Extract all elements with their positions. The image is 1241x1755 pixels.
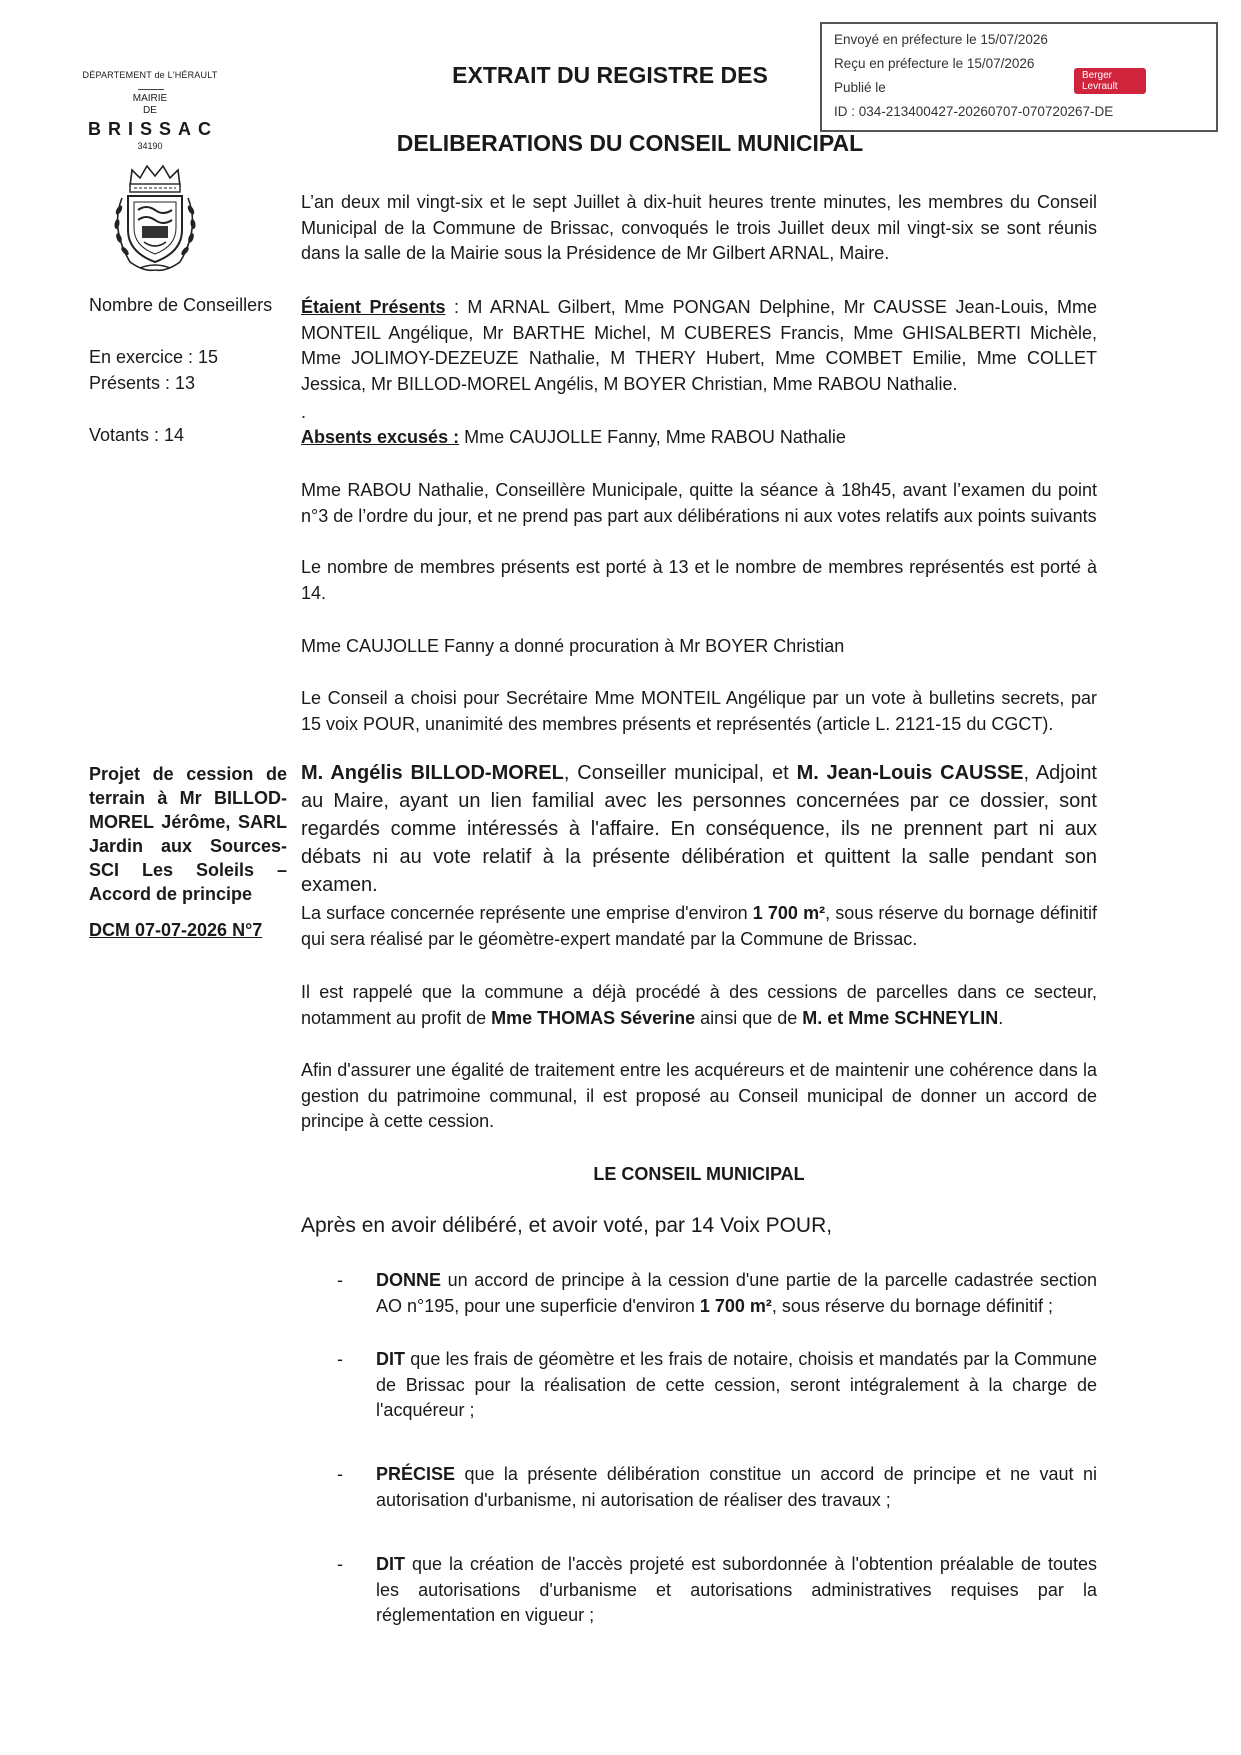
counts-paragraph: Le nombre de membres présents est porté à 13 et le nombre de membres représentés est porté à 14. (301, 557, 1097, 603)
text: . (998, 1007, 1004, 1028)
text: , Adjoint au Maire, ayant un lien familial avec les personnes concernées par ce dossier, sont regardés comme intéressés à l'affaire. En conséquence, ils ne prennent part ni aux débats ni au vote relatif à la présente délibération et quittent la salle pendant son examen. (301, 762, 1097, 896)
page-title: EXTRAIT DU REGISTRE DES (452, 62, 768, 88)
absent-names: Mme CAUJOLLE Fanny, Mme RABOU Nathalie (459, 427, 846, 447)
text: ainsi que de (695, 1007, 803, 1028)
bold-text: M. et Mme SCHNEYLIN (802, 1007, 999, 1028)
prefecture-stamp (820, 22, 1218, 132)
bold-text: PRÉCISE (376, 1464, 456, 1484)
secretary-paragraph: Le Conseil a choisi pour Secrétaire Mme MONTEIL Angélique par un vote à bulletins secrets, par 15 voix POUR, unanimité des membres présents et représentés (article L. 2121-15 du CGCT). (301, 688, 1097, 734)
text: , Conseiller municipal, et (563, 762, 797, 784)
councillors-voting: Votants : 14 (89, 425, 185, 445)
bold-text: Mme THOMAS Séverine (491, 1007, 696, 1028)
dash: - (337, 1554, 343, 1574)
councillors-in-office: En exercice : 15 (89, 347, 219, 367)
councillors-label: Nombre de Conseillers (89, 295, 273, 315)
text: un accord de principe à la cession d'une partie de la parcelle cadastrée section AO n°195, pour une superficie d'environ (376, 1270, 1097, 1316)
stamp-published: Publié le (834, 80, 886, 95)
stamp-received: Reçu en préfecture le 15/07/2026 (834, 56, 1035, 71)
logo-text: Levrault (1082, 81, 1118, 92)
dash: - (337, 1270, 343, 1290)
divider (138, 89, 164, 90)
dash: - (337, 1464, 343, 1484)
postal-code: 34190 (137, 141, 163, 151)
surface-paragraph (301, 901, 1097, 952)
bold-text: DIT (376, 1554, 405, 1574)
vote-line: Après en avoir délibéré, et avoir voté, par 14 Voix POUR, (301, 1214, 833, 1237)
bold-name: M. Jean-Louis CAUSSE (796, 762, 1024, 784)
reference-text: DCM 07-07-2026 N°7 (89, 920, 263, 940)
departure-paragraph: Mme RABOU Nathalie, Conseillère Municipale, quitte la séance à 18h45, avant l’examen du point n°3 de l’ordre du jour, et ne prend pas part aux délibérations ni aux votes relatifs aux points suivants (301, 480, 1097, 526)
decision-text (376, 1462, 1097, 1513)
bold-text: 1 700 m² (699, 1295, 772, 1316)
mairie-line: MAIRIE (132, 93, 168, 104)
coat-of-arms-icon (100, 158, 210, 276)
text: La surface concernée représente une emprise d'environ (301, 903, 753, 923)
mairie-line: DE (143, 105, 157, 116)
berger-levrault-logo (1074, 68, 1146, 94)
intro-paragraph: L’an deux mil vingt-six et le sept Juillet à dix-huit heures trente minutes, les membres du Conseil Municipal de la Commune de Brissac, convoqués le trois Juillet deux mil vingt-six se sont réunis dans la salle de la Mairie sous la Présidence de Mr Gilbert ARNAL, Maire. (301, 192, 1097, 263)
deliberation-reference (89, 918, 287, 942)
bold-text: 1 700 m² (752, 903, 826, 923)
decision-text (376, 1552, 1097, 1629)
councillors-present: Présents : 13 (89, 373, 196, 393)
text: que la présente délibération constitue un accord de principe et ne vaut ni autorisation d'urbanisme, ni autorisation de réaliser des travaux ; (376, 1464, 1097, 1510)
deliberation-subject: Projet de cession de terrain à Mr BILLOD-MOREL Jérôme, SARL Jardin aux Sources-SCI Les Soleils – Accord de principe (89, 764, 287, 904)
text: Il est rappelé que la commune a déjà procédé à des cessions de parcelles dans ce secteur, notamment au profit de (301, 982, 1097, 1028)
equality-paragraph: Afin d'assurer une égalité de traitement entre les acquéreurs et de maintenir une cohérence dans la gestion du patrimoine communal, il est proposé au Conseil municipal de donner un accord de principe à cette cession. (301, 1060, 1097, 1131)
logo-text: Berger (1082, 70, 1113, 81)
text: , sous réserve du bornage définitif ; (771, 1295, 1054, 1316)
text: que les frais de géomètre et les frais de notaire, choisis et mandatés par la Commune de Brissac pour la réalisation de cette cession, seront intégralement à la charge de l'acquéreur ; (376, 1349, 1097, 1420)
department-label: DÉPARTEMENT de L'HÉRAULT (82, 70, 218, 80)
bold-text: DIT (376, 1349, 405, 1369)
conflict-paragraph (301, 759, 1097, 899)
bold-name: M. Angélis BILLOD-MOREL (301, 762, 564, 784)
dot: . (301, 402, 307, 422)
present-paragraph (301, 295, 1097, 397)
council-heading: LE CONSEIL MUNICIPAL (593, 1164, 805, 1184)
stamp-id: ID : 034-213400427-20260707-070720267-DE (834, 104, 1114, 119)
present-names: : M ARNAL Gilbert, Mme PONGAN Delphine, Mr CAUSSE Jean-Louis, Mme MONTEIL Angélique, Mr BARTHE Michel, M CUBERES Francis, Mme GHISALBERTI Michèle, Mme JOLIMOY-DEZEUZE Nathalie, M THERY Hubert, Mme COMBET Emilie, Mme COLLET Jessica, Mr BILLOD-MOREL Angélis, M BOYER Christian, Mme RABOU Nathalie. (301, 297, 1097, 394)
page-subtitle: DELIBERATIONS DU CONSEIL MUNICIPAL (396, 130, 864, 156)
text: , sous réserve du bornage définitif qui sera réalisé par le géomètre-expert mandaté par la Commune de Brissac. (301, 903, 1097, 949)
dash: - (337, 1349, 343, 1369)
commune-name: BRISSAC (87, 119, 218, 139)
decision-text (376, 1268, 1097, 1319)
previous-cessions-paragraph (301, 980, 1097, 1031)
stamp-sent: Envoyé en préfecture le 15/07/2026 (834, 32, 1048, 47)
present-label: Étaient Présents (301, 297, 446, 317)
absent-label: Absents excusés : (301, 427, 460, 447)
proxy-paragraph: Mme CAUJOLLE Fanny a donné procuration à Mr BOYER Christian (301, 636, 845, 656)
text: que la création de l'accès projeté est subordonnée à l'obtention préalable de toutes les autorisations d'urbanisme et autorisations administratives requises par la réglementation en vigueur ; (376, 1554, 1097, 1625)
bold-text: DONNE (376, 1270, 442, 1290)
absent-paragraph (301, 425, 1097, 451)
decision-text (376, 1347, 1097, 1424)
mairie-label (80, 93, 220, 117)
